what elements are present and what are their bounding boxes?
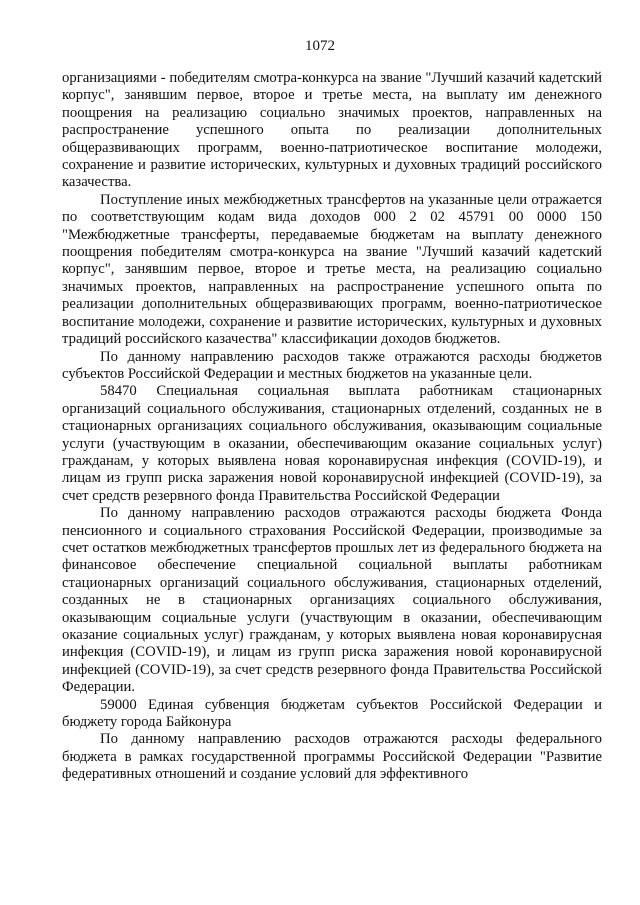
paragraph-regional-budgets: По данному направлению расходов также отражаются расходы бюджетов субъектов Российской Федерации и местных бюджетов на указанные цели.: [62, 348, 602, 382]
page-number: 1072: [305, 38, 335, 54]
paragraph-transfers-income: Поступление иных межбюджетных трансфертов на указанные цели отражается по соответствующим кодам вида доходов 000 2 02 45791 00 0000 150 "Межбюджетные трансферты, передаваемые бюджетам на выплату денежного поощрения победителям смотра-конкурса на звание "Лучший казачий кадетский корпус", занявшим первое, второе и третье места, на реализацию социально значимых проектов, направленных на распространение успешного опыта по реализации дополнительных общеразвивающих программ, военно-патриотическое воспитание молодежи, сохранение и развитие исторических, культурных и духовных традиций российского казачества" классификации доходов бюджетов.: [62, 191, 602, 348]
document-body: [62, 70, 602, 784]
paragraph-code-59000-heading: 59000 Единая субвенция бюджетам субъектов Российской Федерации и бюджету города Байконура: [62, 696, 602, 731]
paragraph-code-58470-heading: 58470 Специальная социальная выплата работникам стационарных организаций социального обслуживания, стационарных отделений, созданных не в стационарных организациях социального обслуживания, оказывающим социальные услуги (участвующим в оказании, обеспечивающим оказание социальных услуг) гражданам, у которых выявлена новая коронавирусная инфекция (COVID-19), и лицам из групп риска заражения новой коронавирусной инфекцией (COVID-19), за счет средств резервного фонда Правительства Российской Федерации: [62, 383, 602, 504]
paragraph-continuation: организациями - победителям смотра-конкурса на звание "Лучший казачий кадетский корпус", занявшим первое, второе и третье места, на выплату им денежного поощрения на реализацию социально значимых проектов, направленных на распространение успешного опыта по реализации дополнительных общеразвивающих программ, военно-патриотическое воспитание молодежи, сохранение и развитие исторических, культурных и духовных традиций российского казачества.: [62, 70, 602, 191]
paragraph-code-59000-description: По данному направлению расходов отражаются расходы федерального бюджета в рамках государственной программы Российской Федерации "Развитие федеративных отношений и создание условий для эффективного: [62, 731, 602, 783]
paragraph-code-58470-description: По данному направлению расходов отражаются расходы бюджета Фонда пенсионного и социального страхования Российской Федерации, производимые за счет остатков межбюджетных трансфертов прошлых лет из федерального бюджета на финансовое обеспечение специальной социальной выплаты работникам стационарных организаций социального обслуживания, стационарных отделений, созданных не в стационарных организациях социального обслуживания, оказывающим социальные услуги (участвующим в оказании, обеспечивающим оказание социальных услуг) гражданам, у которых выявлена новая коронавирусная инфекция (COVID-19), и лицам из групп риска заражения новой коронавирусной инфекцией (COVID-19), за счет средств резервного фонда Правительства Российской Федерации.: [62, 505, 602, 696]
